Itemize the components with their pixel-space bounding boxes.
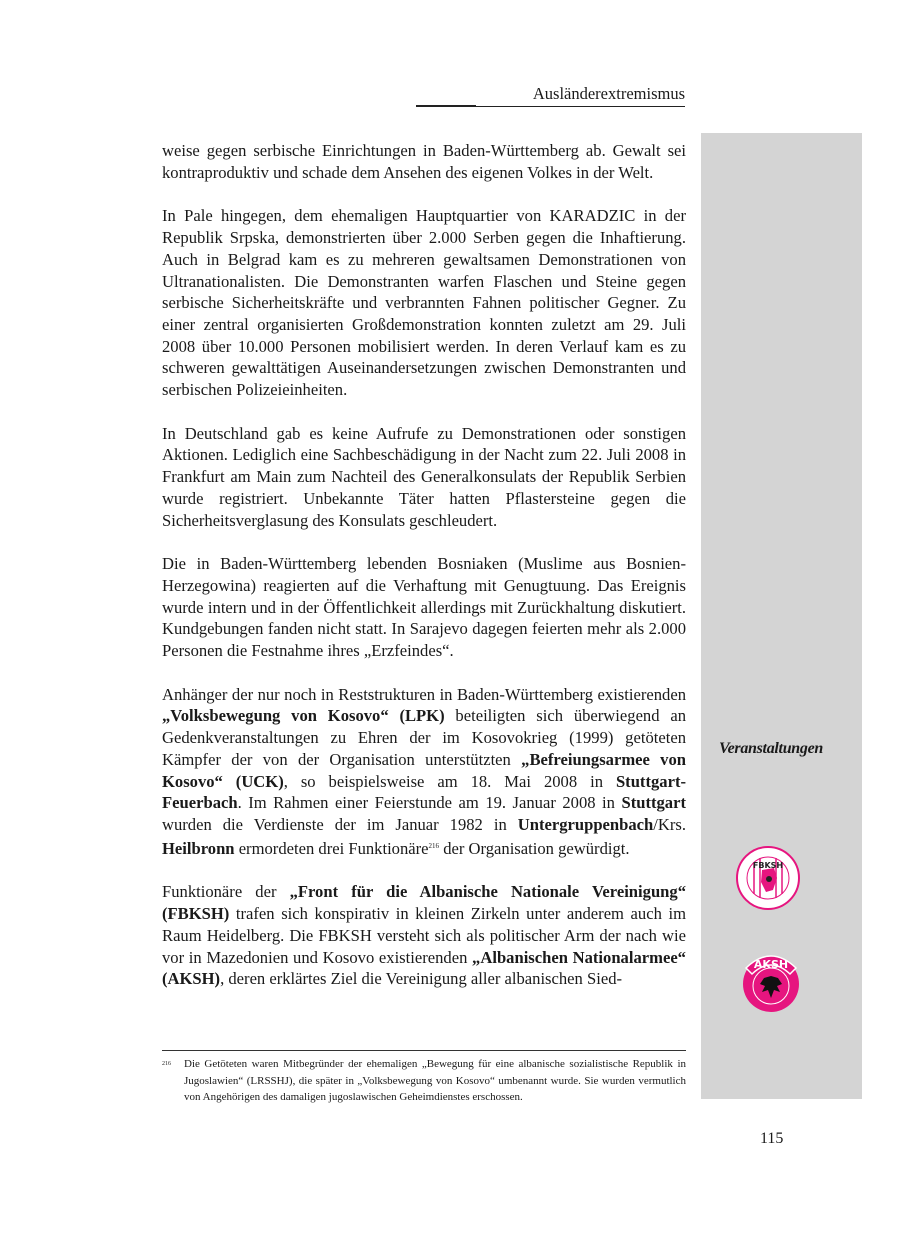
running-header: Ausländerextremismus (532, 84, 685, 103)
text-run: Anhänger der nur noch in Reststrukturen in Baden-Württemberg existierenden (162, 684, 686, 704)
text-run: , deren erklärtes Ziel die Vereinigung aller albanischen Sied- (220, 969, 623, 989)
body-text (162, 140, 686, 1012)
sidebar-label: Veranstaltungen (719, 740, 823, 757)
text-run: In Pale hingegen, dem ehemaligen Hauptquartier von KARADZIC in der Republik Srpska, demonstrierten über 2.000 Serben gegen die Inhaftierung. Auch in Belgrad kam es zu mehreren gewaltsamen Demonstrationen von Ultranationalisten. Die Demonstranten warfen Flaschen und Steine gegen serbische Sicherheitskräfte und verbrannten Fahnen politischer Gegner. Zu einer zentral organisierten Großdemonstration konnten zuletzt am 29. Juli 2008 über 10.000 Personen mobilisiert werden. In deren Verlauf kam es zu schweren gewalttätigen Auseinandersetzungen zwischen Demonstranten und serbischen Polizeieinheiten. (162, 206, 686, 400)
footnote-text: Die Getöteten waren Mitbegründer der ehemaligen „Bewegung für eine albanische sozialistische Republik in Jugoslawien“ (LRSSHJ), die später in „Volksbewegung von Kosovo“ umbenannt wurde. Sie wurden vermutlich von Angehörigen des damaligen jugoslawischen Geheimdienstes erschossen. (184, 1058, 686, 1103)
footnote-ref[interactable]: 216 (428, 841, 440, 850)
org-name: „Volksbewegung von Kosovo“ (LPK) (162, 706, 445, 726)
text-run: In Deutschland gab es keine Aufrufe zu Demonstrationen oder sonstigen Aktionen. Lediglich eine Sachbeschädigung in der Nacht zum 22. Juli 2008 in Frankfurt am Main zum Nachteil des Generalkonsulats der Republik Serbien wurde registriert. Unbekannte Täter hatten Pflastersteine gegen die Sicherheitsverglasung des Konsulats geschleudert. (162, 423, 686, 530)
text-run: . Im Rahmen einer Feierstunde am 19. Januar 2008 in (237, 793, 622, 813)
org-name: „Albanischen Nationalarmee“ (AKSH) (162, 947, 686, 989)
paragraph (162, 140, 686, 183)
text-run: der Organisation gewürdigt. (439, 838, 630, 858)
paragraph (162, 684, 686, 860)
text-run: wurden die Verdienste der im Januar 1982 in (162, 814, 518, 834)
text-run: trafen sich konspirativ in kleinen Zirkeln unter anderem auch im Raum Heidelberg. Die FBKSH versteht sich als politischer Arm der nach wie vor in Mazedonien und Kosovo existierenden (162, 904, 686, 967)
paragraph (162, 553, 686, 662)
place-name: Untergruppenbach (517, 814, 654, 834)
text-run: , so beispielsweise am 18. Mai 2008 in (283, 771, 616, 791)
text-run: Funktionäre der (162, 882, 290, 902)
text-run: weise gegen serbische Einrichtungen in Baden-Württemberg ab. Gewalt sei kontraproduktiv und schade dem Ansehen des eigenen Volkes in der Welt. (162, 141, 686, 182)
page-number: 115 (760, 1130, 784, 1147)
footnote (162, 1056, 686, 1106)
text-run: ermordeten drei Funktionäre (234, 838, 429, 858)
org-name: „Befreiungsarmee von Kosovo“ (UCK) (162, 749, 686, 791)
paragraph (162, 423, 686, 532)
footnote-number: 216 (162, 1061, 171, 1067)
paragraph (162, 205, 686, 400)
text-run: beteiligten sich überwiegend an Gedenkveranstaltungen zu Ehren der im Kosovokrieg (1999) getöteten Kämpfer der von der Organisation unterstützten (162, 706, 686, 769)
place-name: Stuttgart (621, 793, 686, 813)
text-run: /Krs. (653, 814, 686, 834)
aksh-logo (740, 946, 802, 1014)
svg-text:AKSH: AKSH (753, 958, 789, 971)
org-name: „Front für die Albanische Nationale Vereinigung“ (FBKSH) (162, 882, 686, 924)
fbksh-logo (736, 846, 800, 910)
paragraph (162, 881, 686, 990)
place-name: Heilbronn (162, 838, 235, 858)
text-run: Die in Baden-Württemberg lebenden Bosniaken (Muslime aus Bosnien-Herzegowina) reagierten auf die Verhaftung mit Genugtuung. Das Ereignis wurde intern und in der Öffentlichkeit allerdings mit Zurückhaltung diskutiert. Kundgebungen fanden nicht statt. In Sarajevo dagegen feierten mehr als 2.000 Personen die Festnahme ihres „Erzfeindes“. (162, 554, 686, 661)
place-name: Stuttgart-Feuerbach (162, 771, 686, 813)
footnote-rule (162, 1050, 686, 1051)
header-rule-accent (416, 105, 476, 107)
svg-text:FBKSH: FBKSH (752, 861, 784, 870)
